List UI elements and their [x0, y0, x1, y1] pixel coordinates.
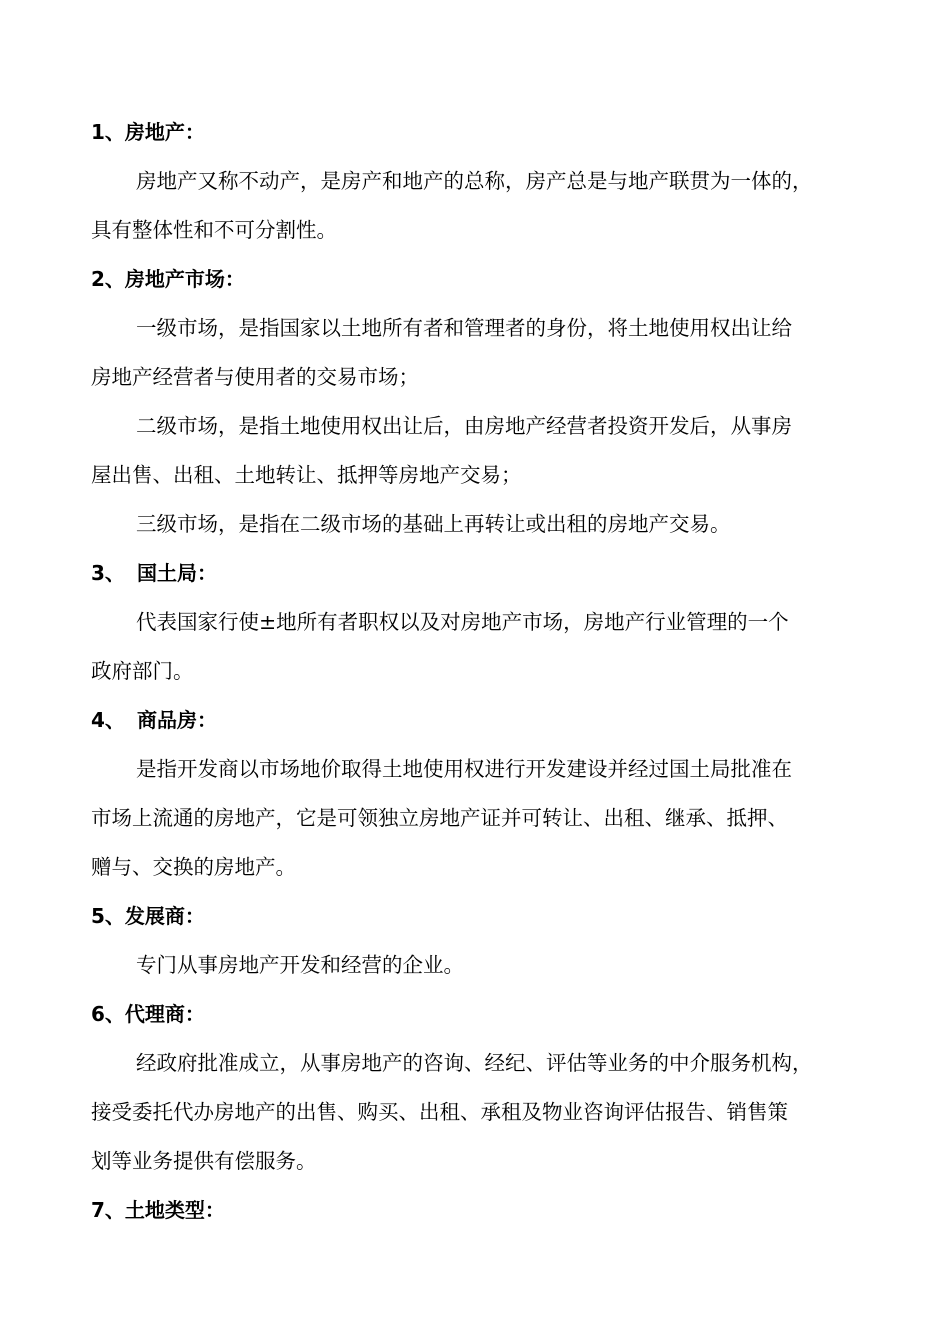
section-number: 3、 — [91, 561, 125, 585]
section-heading — [91, 255, 866, 304]
section-number: 1、 — [91, 120, 125, 144]
section-title: 房地产市场： — [124, 267, 245, 291]
paragraph-line: 赠与、交换的房地产。 — [91, 855, 296, 879]
paragraph-line: 政府部门。 — [91, 659, 194, 683]
section-number: 7、 — [91, 1198, 125, 1222]
paragraph-line: 二级市场，是指土地使用权出让后，由房地产经营者投资开发后，从事房 — [136, 414, 792, 438]
paragraph-line: 市场上流通的房地产，它是可领独立房地产证并可转让、出租、继承、抵押、 — [91, 806, 788, 830]
paragraph-line: 房地产经营者与使用者的交易市场； — [91, 365, 419, 389]
section-title: 房地产： — [124, 120, 205, 144]
paragraph-line: 经政府批准成立，从事房地产的咨询、经纪、评估等业务的中介服务机构， — [136, 1051, 813, 1075]
section-heading — [91, 549, 866, 598]
paragraph-line: 三级市场，是指在二级市场的基础上再转让或出租的房地产交易。 — [136, 512, 731, 536]
paragraph-line: 接受委托代办房地产的出售、购买、出租、承租及物业咨询评估报告、销售策 — [91, 1100, 788, 1124]
section-heading — [91, 108, 866, 157]
paragraph-line: 代表国家行使±地所有者职权以及对房地产市场，房地产行业管理的一个 — [136, 610, 789, 634]
paragraph — [91, 941, 866, 990]
document-body — [91, 108, 866, 1235]
paragraph-line: 房地产又称不动产，是房产和地产的总称，房产总是与地产联贯为一体的， — [136, 169, 813, 193]
section-number: 2、 — [91, 267, 125, 291]
paragraph — [91, 500, 866, 549]
section-title: 土地类型： — [124, 1198, 225, 1222]
section-number: 4、 — [91, 708, 125, 732]
section-number: 5、 — [91, 904, 125, 928]
section-heading — [91, 990, 866, 1039]
section-heading — [91, 892, 866, 941]
section-title: 国土局： — [137, 561, 217, 585]
paragraph — [91, 598, 866, 696]
paragraph-line: 具有整体性和不可分割性。 — [91, 218, 337, 242]
section-title: 商品房： — [137, 708, 217, 732]
section-title: 发展商： — [124, 904, 205, 928]
paragraph-line: 是指开发商以市场地价取得土地使用权进行开发建设并经过国土局批准在 — [136, 757, 792, 781]
paragraph-line: 一级市场，是指国家以土地所有者和管理者的身份，将土地使用权出让给 — [136, 316, 792, 340]
section-heading — [91, 1186, 866, 1235]
paragraph-line: 划等业务提供有偿服务。 — [91, 1149, 317, 1173]
paragraph — [91, 157, 866, 255]
section-number: 6、 — [91, 1002, 125, 1026]
paragraph-line: 屋出售、出租、土地转让、抵押等房地产交易； — [91, 463, 522, 487]
paragraph-line: 专门从事房地产开发和经营的企业。 — [136, 953, 464, 977]
paragraph — [91, 304, 866, 402]
paragraph — [91, 745, 866, 892]
section-heading — [91, 696, 866, 745]
paragraph — [91, 402, 866, 500]
section-title: 代理商： — [124, 1002, 205, 1026]
paragraph — [91, 1039, 866, 1186]
